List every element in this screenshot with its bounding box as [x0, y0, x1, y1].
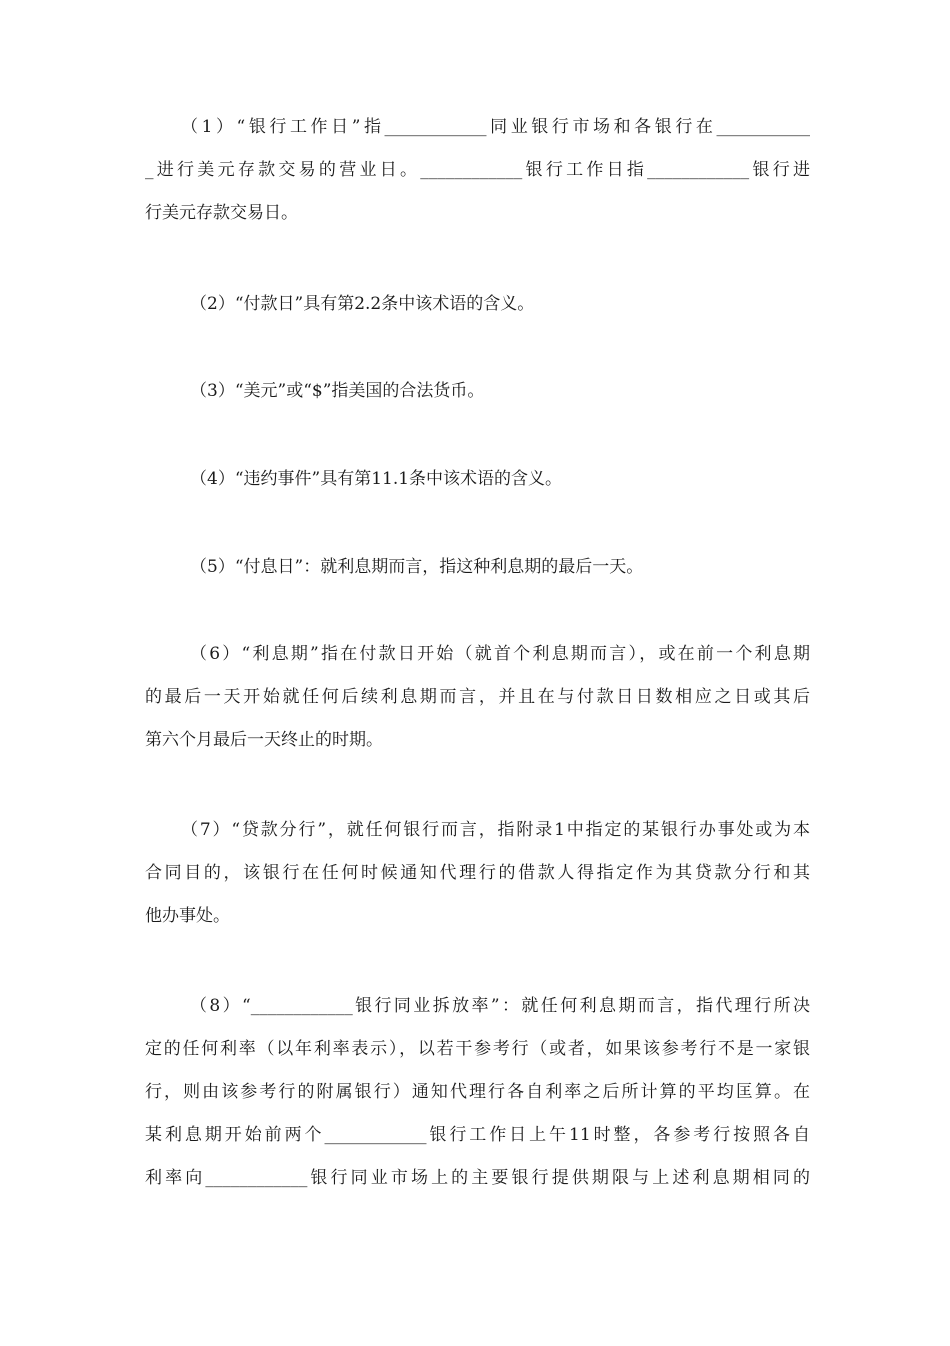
paragraph-line: 利率向____________银行同业市场上的主要银行提供期限与上述利息期相同的	[145, 1168, 810, 1188]
paragraph-line: 定的任何利率（以年利率表示），以若干参考行（或者，如果该参考行不是一家银	[145, 1039, 810, 1059]
paragraph-line: （4）“违约事件”具有第11.1条中该术语的含义。	[190, 469, 563, 489]
definition-paragraph	[145, 458, 810, 501]
paragraph-line: （5）“付息日”：就利息期而言，指这种利息期的最后一天。	[190, 557, 644, 577]
paragraph-line: 行美元存款交易日。	[145, 203, 298, 223]
definition-paragraph	[145, 985, 810, 1200]
paragraph-line: （8）“____________银行同业拆放率”：就任何利息期而言，指代理行所决	[190, 996, 810, 1016]
definition-paragraph	[145, 809, 810, 938]
paragraph-line: （3）“美元”或“$”指美国的合法货币。	[190, 381, 485, 401]
paragraph-line: （2）“付款日”具有第2.2条中该术语的含义。	[190, 294, 535, 314]
paragraph-line: （7）“贷款分行”，就任何银行而言，指附录1中指定的某银行办事处或为本	[181, 820, 810, 840]
paragraph-line: 行，则由该参考行的附属银行）通知代理行各自利率之后所计算的平均匡算。在	[145, 1082, 810, 1102]
definition-paragraph	[145, 283, 810, 326]
definition-paragraph	[145, 370, 810, 413]
definition-paragraph	[145, 546, 810, 589]
paragraph-line: 第六个月最后一天终止的时期。	[145, 730, 383, 750]
paragraph-line: _进行美元存款交易的营业日。____________银行工作日指____________银行进	[145, 160, 810, 180]
paragraph-line: 他办事处。	[145, 906, 230, 926]
definition-paragraph	[145, 633, 810, 762]
paragraph-line: （6）“利息期”指在付款日开始（就首个利息期而言），或在前一个利息期	[190, 644, 810, 664]
paragraph-line: （1）“银行工作日”指____________同业银行市场和各银行在___________	[181, 117, 810, 137]
paragraph-line: 的最后一天开始就任何后续利息期而言，并且在与付款日日数相应之日或其后	[145, 687, 810, 707]
paragraph-line: 合同目的，该银行在任何时候通知代理行的借款人得指定作为其贷款分行和其	[145, 863, 810, 883]
paragraph-line: 某利息期开始前两个____________银行工作日上午11时整，各参考行按照各自	[145, 1125, 810, 1145]
definition-paragraph	[145, 106, 810, 235]
